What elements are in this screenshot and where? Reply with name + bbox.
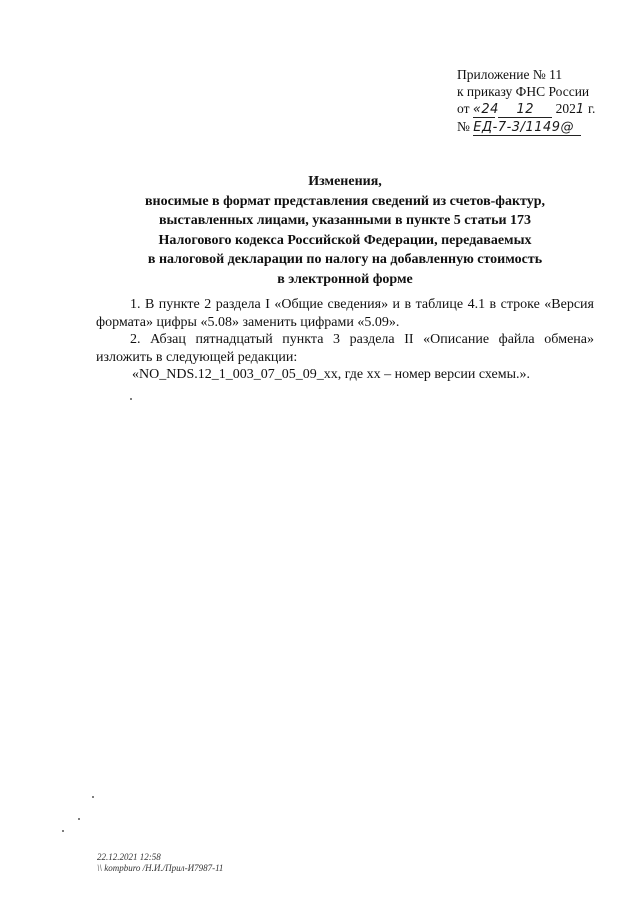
- date-day: «24: [472, 102, 499, 117]
- paragraph-1: 1. В пункте 2 раздела I «Общие сведения» и в таблице 4.1 в строке «Версия формата» цифры «5.08» заменить цифрами «5.09».: [96, 297, 594, 330]
- number-prefix: №: [457, 119, 470, 134]
- date-prefix: от: [457, 101, 470, 116]
- date-suffix: г.: [588, 101, 596, 116]
- scan-speck: [92, 796, 94, 798]
- date-month: 12: [516, 102, 534, 117]
- document-body: [96, 296, 594, 384]
- scan-speck: [130, 398, 132, 400]
- appendix-number-line: [457, 118, 595, 136]
- heading-line: вносимые в формат представления сведений из счетов-фактур,: [144, 193, 546, 209]
- footer-file-path: \\ kompburo /Н.И./Прил-И7987-11: [97, 863, 224, 873]
- heading-line: выставленных лицами, указанными в пункте 5 статьи 173: [158, 213, 532, 228]
- paragraph-3: «NO_NDS.12_1_003_07_05_09_хх, где хх – номер версии схемы.».: [132, 367, 531, 382]
- heading-line: в налоговой декларации по налогу на добавленную стоимость: [147, 252, 543, 267]
- scan-speck: [78, 818, 80, 820]
- date-year-prefix: 202: [555, 101, 576, 116]
- appendix-title: Приложение № 11: [457, 67, 563, 82]
- appendix-order-ref: к приказу ФНС России: [457, 84, 590, 99]
- heading-line: Изменения,: [308, 174, 382, 189]
- footer-timestamp: 22.12.2021 12:58: [97, 852, 161, 862]
- heading-line: Налогового кодекса Российской Федерации, передаваемых: [158, 232, 532, 248]
- appendix-date-line: [457, 100, 595, 118]
- date-year-digit: 1: [575, 102, 585, 117]
- heading-line: в электронной форме: [277, 271, 413, 287]
- paragraph-2: 2. Абзац пятнадцатый пункта 3 раздела II «Описание файла обмена» изложить в следующей редакции:: [96, 332, 594, 365]
- document-footer: [97, 852, 223, 874]
- order-number: ЕД-7-3/1149@: [473, 120, 575, 135]
- appendix-block: [457, 66, 595, 136]
- scan-speck: [62, 830, 64, 832]
- document-heading: [100, 172, 590, 289]
